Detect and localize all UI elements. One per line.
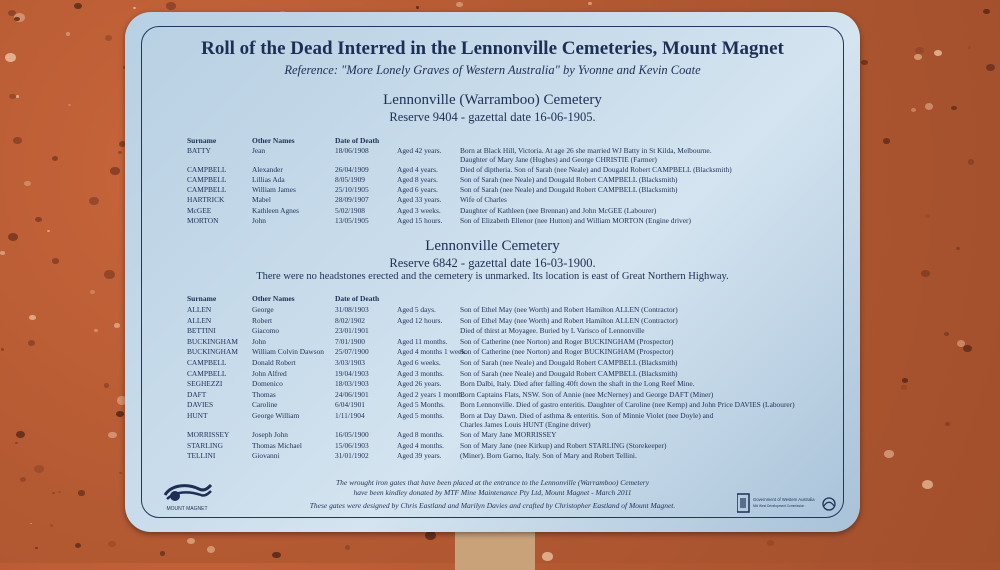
ground-pebble xyxy=(1,348,4,351)
table-cell: Aged 15 hours. xyxy=(397,215,443,225)
table-cell: Son of Mary Jane MORRISSEY xyxy=(460,430,557,440)
table-cell: Aged 39 years. xyxy=(397,451,442,461)
ground-pebble xyxy=(925,214,930,218)
ground-pebble xyxy=(114,323,120,328)
table-cell: Caroline xyxy=(252,400,278,410)
ground-pebble xyxy=(90,290,95,294)
section1-heading: Lennonville (Warramboo) Cemetery xyxy=(383,92,602,108)
ground-pebble xyxy=(542,552,552,560)
ground-pebble xyxy=(89,197,99,205)
table-cell: BUCKINGHAM xyxy=(187,347,238,357)
table-cell: DAVIES xyxy=(187,400,214,410)
ground-pebble xyxy=(34,465,44,473)
table-cell: CAMPBELL xyxy=(187,185,227,195)
table-cell: Son of Sarah (nee Neale) and Dougald Robert CAMPBELL (Blacksmith) xyxy=(460,174,678,184)
plaque-title: Roll of the Dead Interred in the Lennonville Cemeteries, Mount Magnet xyxy=(201,38,784,59)
footer-line-1: The wrought iron gates that have been placed at the entrance to the Lennonville (Warramboo) Cemetery xyxy=(335,478,650,487)
table-cell: George William xyxy=(252,411,300,420)
ground-pebble xyxy=(968,159,975,164)
ground-pebble xyxy=(922,480,933,489)
ground-pebble xyxy=(884,450,894,458)
table-cell: Son of Ethel May (nee Worth) and Robert Hamilton ALLEN (Contractor) xyxy=(460,315,678,325)
section2-note: There were no headstones erected and the cemetery is unmarked. Its location is east of Great Northern Highway. xyxy=(256,271,729,282)
table-cell: John Alfred xyxy=(252,368,287,378)
ground-pebble xyxy=(983,9,990,14)
column-header: Date of Death xyxy=(335,294,380,303)
table-cell: BETTINI xyxy=(187,326,216,336)
table-cell: Son of Mary Jane (nee Kirkup) and Robert STARLING (Storekeeper) xyxy=(460,440,667,450)
ground-pebble xyxy=(29,315,35,320)
table-cell: SEGHEZZI xyxy=(187,379,223,389)
table-cell: Son of Elizabeth Ellenor (nee Hutton) and William MORTON (Engine driver) xyxy=(460,215,691,225)
ground-pebble xyxy=(416,6,419,8)
ground-pebble xyxy=(74,3,82,9)
table-cell: 5/02/1908 xyxy=(335,205,365,215)
ground-pebble xyxy=(345,545,350,549)
table-cell: Mabel xyxy=(252,195,271,205)
table-cell: 31/08/1903 xyxy=(335,305,369,314)
table-cell: Aged 42 years. xyxy=(397,146,442,155)
ground-pebble xyxy=(28,340,35,346)
table-cell: Jean xyxy=(252,146,266,155)
table-cell: CAMPBELL xyxy=(187,358,227,367)
table-cell: CAMPBELL xyxy=(187,368,227,378)
table-cell: 19/04/1903 xyxy=(335,368,369,378)
ground-pebble xyxy=(767,540,774,546)
table-cell: Son of Catherine (nee Norton) and Roger BUCKINGHAM (Prospector) xyxy=(460,336,674,346)
table-cell: 3/03/1903 xyxy=(335,358,365,367)
footer-line-2: have been kindley donated by MTF Mine Maintenance Pty Ltd, Mount Magnet - March 2011 xyxy=(353,488,632,497)
ground-pebble xyxy=(104,270,115,279)
table-cell: Aged 3 months. xyxy=(397,368,445,378)
table-cell: Born Lennonville. Died of gastro enteritis. Daughter of Caroline (nee Kemp) and John Price DAVIES (Labourer) xyxy=(460,400,795,410)
table-cell: Aged 5 days. xyxy=(397,305,436,314)
ground-pebble xyxy=(902,378,908,383)
footer-line-3: These gates were designed by Chris Eastland and Marilyn Davies and crafted by Christopher Eastland of Mount Magnet. xyxy=(309,501,676,510)
ground-pebble xyxy=(104,383,109,387)
table-cell: Daughter of Kathleen (nee Brennan) and John McGEE (Labourer) xyxy=(460,205,657,215)
ground-pebble xyxy=(58,491,61,493)
table-cell: George xyxy=(252,305,274,314)
column-header: Date of Death xyxy=(335,136,380,145)
ground-pebble xyxy=(272,552,281,559)
table-cell: Aged 12 hours. xyxy=(397,315,443,325)
ground-pebble xyxy=(5,53,16,62)
ground-pebble xyxy=(944,332,949,336)
table-cell: Aged 5 months. xyxy=(397,411,445,420)
table-cell: Donald Robert xyxy=(252,358,296,367)
ground-pebble xyxy=(15,442,18,444)
ground-pebble xyxy=(925,103,933,109)
ground-pebble xyxy=(956,247,960,251)
table-cell: ALLEN xyxy=(187,305,212,314)
table-cell: ALLEN xyxy=(187,315,212,325)
ground-pebble xyxy=(52,156,58,161)
ground-pebble xyxy=(47,230,50,232)
table-cell-continuation: Charles James Louis HUNT (Engine driver) xyxy=(460,419,591,429)
ground-pebble xyxy=(425,531,436,540)
ground-pebble xyxy=(986,64,995,71)
ground-pebble xyxy=(588,2,592,6)
ground-pebble xyxy=(945,422,950,426)
ground-pebble xyxy=(118,151,122,154)
table-cell: Son of Sarah (nee Neale) and Dougald Robert CAMPBELL (Blacksmith) xyxy=(460,358,678,367)
table-cell-continuation: Daughter of Mary Jane (Hughes) and George CHRISTIE (Farmer) xyxy=(460,154,657,164)
table-cell: STARLING xyxy=(187,440,223,450)
column-header: Surname xyxy=(187,294,217,303)
section2-reserve: Reserve 6842 - gazettal date 16-03-1900. xyxy=(389,256,596,270)
ground-pebble xyxy=(52,492,56,495)
ground-pebble xyxy=(883,138,890,144)
table-cell: Son of Ethel May (nee Worth) and Robert Hamilton ALLEN (Contractor) xyxy=(460,305,678,314)
ground-pebble xyxy=(78,490,85,495)
ground-pebble xyxy=(8,233,19,242)
table-cell: Robert xyxy=(252,315,273,325)
section1-reserve: Reserve 9404 - gazettal date 16-06-1905. xyxy=(389,110,596,124)
table-cell: John xyxy=(252,215,266,225)
table-cell: 7/01/1900 xyxy=(335,336,365,346)
ground-pebble xyxy=(35,547,37,549)
table-cell: 8/02/1902 xyxy=(335,315,365,325)
table-cell: 23/01/1901 xyxy=(335,326,369,336)
table-cell: Born Dalbi, Italy. Died after falling 40ft down the shaft in the Long Reef Mine. xyxy=(460,379,695,389)
mount-magnet-logo xyxy=(161,477,213,513)
table-cell: Giacomo xyxy=(252,326,280,336)
table-cell: Giovanni xyxy=(252,451,280,461)
ground-pebble xyxy=(20,477,26,482)
ground-pebble xyxy=(108,432,117,439)
table-cell: 18/03/1903 xyxy=(335,379,369,389)
table-cell: 13/05/1905 xyxy=(335,215,369,225)
memorial-plaque xyxy=(125,12,860,532)
ground-pebble xyxy=(52,258,59,263)
table-cell: Son of Sarah (nee Neale) and Dougald Robert CAMPBELL (Blacksmith) xyxy=(460,185,678,195)
table-cell: Son of Catherine (nee Norton) and Roger BUCKINGHAM (Prospector) xyxy=(460,347,674,357)
ground-pebble xyxy=(94,329,97,332)
table-cell: Kathleen Agnes xyxy=(252,205,299,215)
ground-pebble xyxy=(187,538,195,544)
ground-pebble xyxy=(968,46,971,49)
table-cell: Aged 26 years. xyxy=(397,379,442,389)
table-cell: DAFT xyxy=(187,389,207,399)
table-cell: Lillias Ada xyxy=(252,174,285,184)
ground-pebble xyxy=(24,181,31,187)
table-cell: 25/10/1905 xyxy=(335,185,369,195)
column-header: Surname xyxy=(187,136,217,145)
table-cell: Aged 11 months. xyxy=(397,336,448,346)
table-cell: Aged 5 Months. xyxy=(397,400,445,410)
table-cell: John xyxy=(252,336,266,346)
ground-pebble xyxy=(16,95,19,97)
table-cell: Aged 4 months 1 week. xyxy=(397,347,467,357)
table-cell: CAMPBELL xyxy=(187,174,227,184)
table-cell: Died of diptheria. Son of Sarah (nee Neale) and Dougald Robert CAMPBELL (Blacksmith) xyxy=(460,164,732,174)
sign-post xyxy=(455,530,535,570)
table-cell: Thomas Michael xyxy=(252,440,302,450)
table-cell: William James xyxy=(252,185,296,195)
table-cell: Born Captains Flats, NSW. Son of Annie (nee McNerney) and George DAFT (Miner) xyxy=(460,389,714,399)
ground-pebble xyxy=(456,2,462,7)
table-cell: 28/09/1907 xyxy=(335,195,369,205)
table-cell: 25/07/1900 xyxy=(335,347,369,357)
ground-pebble xyxy=(66,32,71,36)
ground-pebble xyxy=(35,217,42,222)
table-cell: Aged 2 years 1 month. xyxy=(397,389,465,399)
table-cell: Wife of Charles xyxy=(460,195,507,205)
plaque-reference: Reference: "More Lonely Graves of Western Australia" by Yvonne and Kevin Coate xyxy=(284,63,701,77)
table-cell: McGEE xyxy=(187,205,212,215)
table-cell: 1/11/1904 xyxy=(335,411,365,420)
table-cell: Aged 8 years. xyxy=(397,174,438,184)
table-cell: Aged 3 weeks. xyxy=(397,205,441,215)
table-cell: Joseph John xyxy=(252,430,288,440)
table-cell: 26/04/1909 xyxy=(335,164,369,174)
ground-pebble xyxy=(50,524,54,527)
table-cell: 16/05/1900 xyxy=(335,430,369,440)
section2-heading: Lennonville Cemetery xyxy=(425,238,560,254)
ground-pebble xyxy=(105,35,112,41)
ground-pebble xyxy=(75,543,81,548)
table-cell: 8/05/1909 xyxy=(335,174,365,184)
ground-pebble xyxy=(963,345,972,352)
table-cell: HARTRICK xyxy=(187,195,225,205)
table-cell: Aged 4 months. xyxy=(397,440,445,450)
table-cell: MORTON xyxy=(187,215,219,225)
ground-pebble xyxy=(110,167,119,174)
table-cell: TELLINI xyxy=(187,451,216,461)
ground-pebble xyxy=(921,270,929,277)
mwdc-text: Mid West Development Commission xyxy=(753,504,805,508)
table-cell: Aged 4 years. xyxy=(397,164,438,174)
wa-government-logo xyxy=(737,492,837,516)
table-cell: Born at Black Hill, Victoria. At age 26 she married WJ Batty in St Kilda, Melbourne. xyxy=(460,146,712,155)
table-cell: Aged 6 years. xyxy=(397,185,438,195)
ground-pebble xyxy=(0,251,5,255)
table-cell: Born at Day Dawn. Died of asthma & enteritis. Son of Minnie Violet (nee Doyle) and xyxy=(460,411,714,420)
table-cell: (Miner). Born Garno, Italy. Son of Mary and Robert Tellini. xyxy=(460,451,637,461)
ground-pebble xyxy=(108,541,116,547)
table-cell: Thomas xyxy=(252,389,276,399)
table-cell: Aged 6 weeks. xyxy=(397,358,441,367)
table-cell: 18/06/1908 xyxy=(335,146,369,155)
table-cell: Died of thirst at Moyagee. Buried by L Varisco of Lennonville xyxy=(460,326,645,336)
ground-pebble xyxy=(13,137,21,144)
ground-pebble xyxy=(133,7,136,9)
ground-pebble xyxy=(901,385,906,389)
ground-pebble xyxy=(30,523,32,525)
ground-pebble xyxy=(166,2,176,10)
table-cell: BATTY xyxy=(187,146,211,155)
ground-pebble xyxy=(914,54,922,60)
table-cell: Alexander xyxy=(252,164,283,174)
table-cell: Aged 8 months. xyxy=(397,430,445,440)
table-cell: Domenico xyxy=(252,379,283,389)
ground-pebble xyxy=(9,94,15,99)
ground-pebble xyxy=(951,106,957,111)
ground-pebble xyxy=(915,47,924,54)
table-cell: Aged 33 years. xyxy=(397,195,442,205)
ground-pebble xyxy=(934,50,942,56)
ground-pebble xyxy=(207,546,215,552)
table-cell: William Colvin Dawson xyxy=(252,347,324,357)
wa-government-text: Government of Western Australia xyxy=(753,497,815,502)
table-cell: 6/04/1901 xyxy=(335,400,365,410)
table-cell: Son of Sarah (nee Neale) and Dougald Robert CAMPBELL (Blacksmith) xyxy=(460,368,678,378)
ground-pebble xyxy=(16,431,25,438)
table-cell: MORRISSEY xyxy=(187,430,230,440)
column-header: Other Names xyxy=(252,294,295,303)
table-cell: BUCKINGHAM xyxy=(187,336,238,346)
ground-pebble xyxy=(119,472,122,475)
table-cell: 24/06/1901 xyxy=(335,389,369,399)
table-cell: 15/06/1903 xyxy=(335,440,369,450)
ground-pebble xyxy=(160,551,165,555)
table-cell: HUNT xyxy=(187,411,208,420)
ground-pebble xyxy=(861,60,867,65)
ground-pebble xyxy=(116,411,124,418)
ground-pebble xyxy=(68,104,71,106)
ground-pebble xyxy=(911,108,916,112)
column-header: Other Names xyxy=(252,136,295,145)
mount-magnet-logo-text: MOUNT MAGNET xyxy=(166,506,208,512)
table-cell: CAMPBELL xyxy=(187,164,227,174)
table-cell: 31/01/1902 xyxy=(335,451,369,461)
